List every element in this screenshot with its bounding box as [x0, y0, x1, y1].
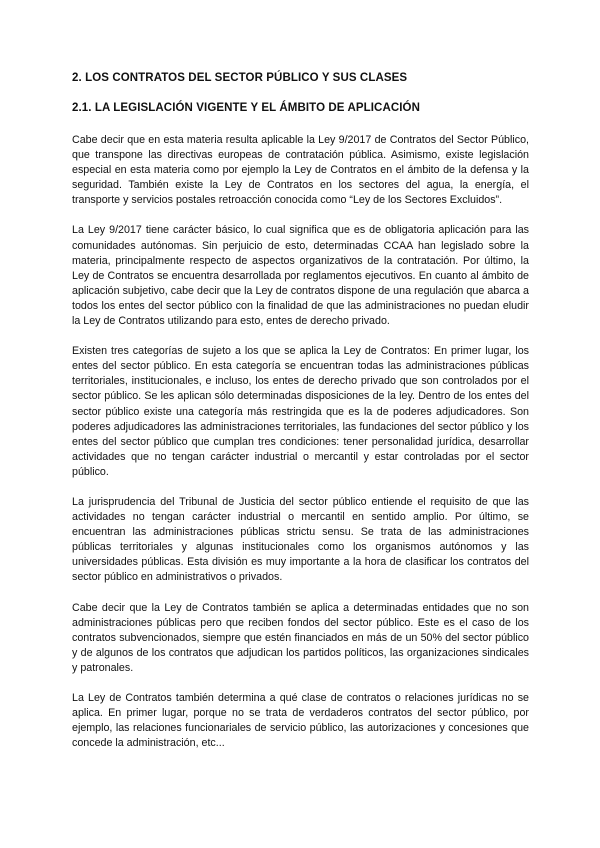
paragraph-2: La Ley 9/2017 tiene carácter básico, lo cual significa que es de obligatoria aplicación para las comunidades autónomas. Sin perjuicio de esto, determinadas CCAA han legislado sobre la materia, principalmente respecto de aspectos organizativos de la contratación. Por último, la Ley de Contratos se encuentra desarrollada por reglamentos ejecutivos. En cuanto al ámbito de aplicación subjetivo, cabe decir que la Ley de contratos dispone de una regulación que abarca a todos los entes del sector público con la finalidad de que las administraciones no puedan eludir la Ley de Contratos utilizando para esto, entes de derecho privado. [72, 224, 529, 328]
paragraph-1: Cabe decir que en esta materia resulta aplicable la Ley 9/2017 de Contratos del Sector Público, que transpone las directivas europeas de contratación pública. Asimismo, existe legislación especial en esta materia como por ejemplo la Ley de Contratos en el ámbito de la defensa y la seguridad. También existe la Ley de Contratos en los sectores del agua, la energía, el transporte y servicios postales retroacción conocida como “Ley de los Sectores Excluidos”. [72, 134, 529, 207]
paragraph-6: La Ley de Contratos también determina a qué clase de contratos o relaciones jurídicas no se aplica. En primer lugar, porque no se trata de verdaderos contratos del sector público, por ejemplo, las relaciones funcionariales de servicio público, las autorizaciones y concesiones que concede la administración, etc... [72, 692, 529, 750]
document-page [72, 70, 529, 766]
paragraph-4: La jurisprudencia del Tribunal de Justicia del sector público entiende el requisito de que las actividades no tengan carácter industrial o mercantil en sentido amplio. Por último, se encuentran las administraciones públicas strictu sensu. Se trata de las administraciones públicas territoriales y algunas institucionales como los organismos autónomos y las universidades públicas. Esta división es muy importante a la hora de clasificar los contratos del sector público en administrativos o privados. [72, 495, 529, 584]
paragraph-5: Cabe decir que la Ley de Contratos también se aplica a determinadas entidades que no son administraciones públicas pero que reciben fondos del sector público. Este es el caso de los contratos subvencionados, siempre que estén financiados en más de un 50% del sector público y de algunos de los contratos que adjudican los partidos políticos, las organizaciones sindicales y patronales. [72, 601, 529, 674]
paragraph-3: Existen tres categorías de sujeto a los que se aplica la Ley de Contratos: En primer lugar, los entes del sector público. En esta categoría se encuentran todas las administraciones públicas territoriales, institucionales, e incluso, los entes de derecho privado que son controlados por el sector público. Se les aplican sólo determinadas disposiciones de la ley. Dentro de los entes del sector público existe una categoría más restringida que es la de poderes adjudicadores. Son poderes adjudicadores las administraciones territoriales, las fundaciones del sector público y los entes del sector público que cumplan tres condiciones: tener personalidad jurídica, desarrollar actividades que no tengan carácter industrial o mercantil y estar controladas por el sector público. [72, 345, 529, 478]
subsection-heading: 2.1. LA LEGISLACIÓN VIGENTE Y EL ÁMBITO DE APLICACIÓN [72, 102, 421, 114]
section-heading: 2. LOS CONTRATOS DEL SECTOR PÚBLICO Y SUS CLASES [72, 72, 408, 84]
